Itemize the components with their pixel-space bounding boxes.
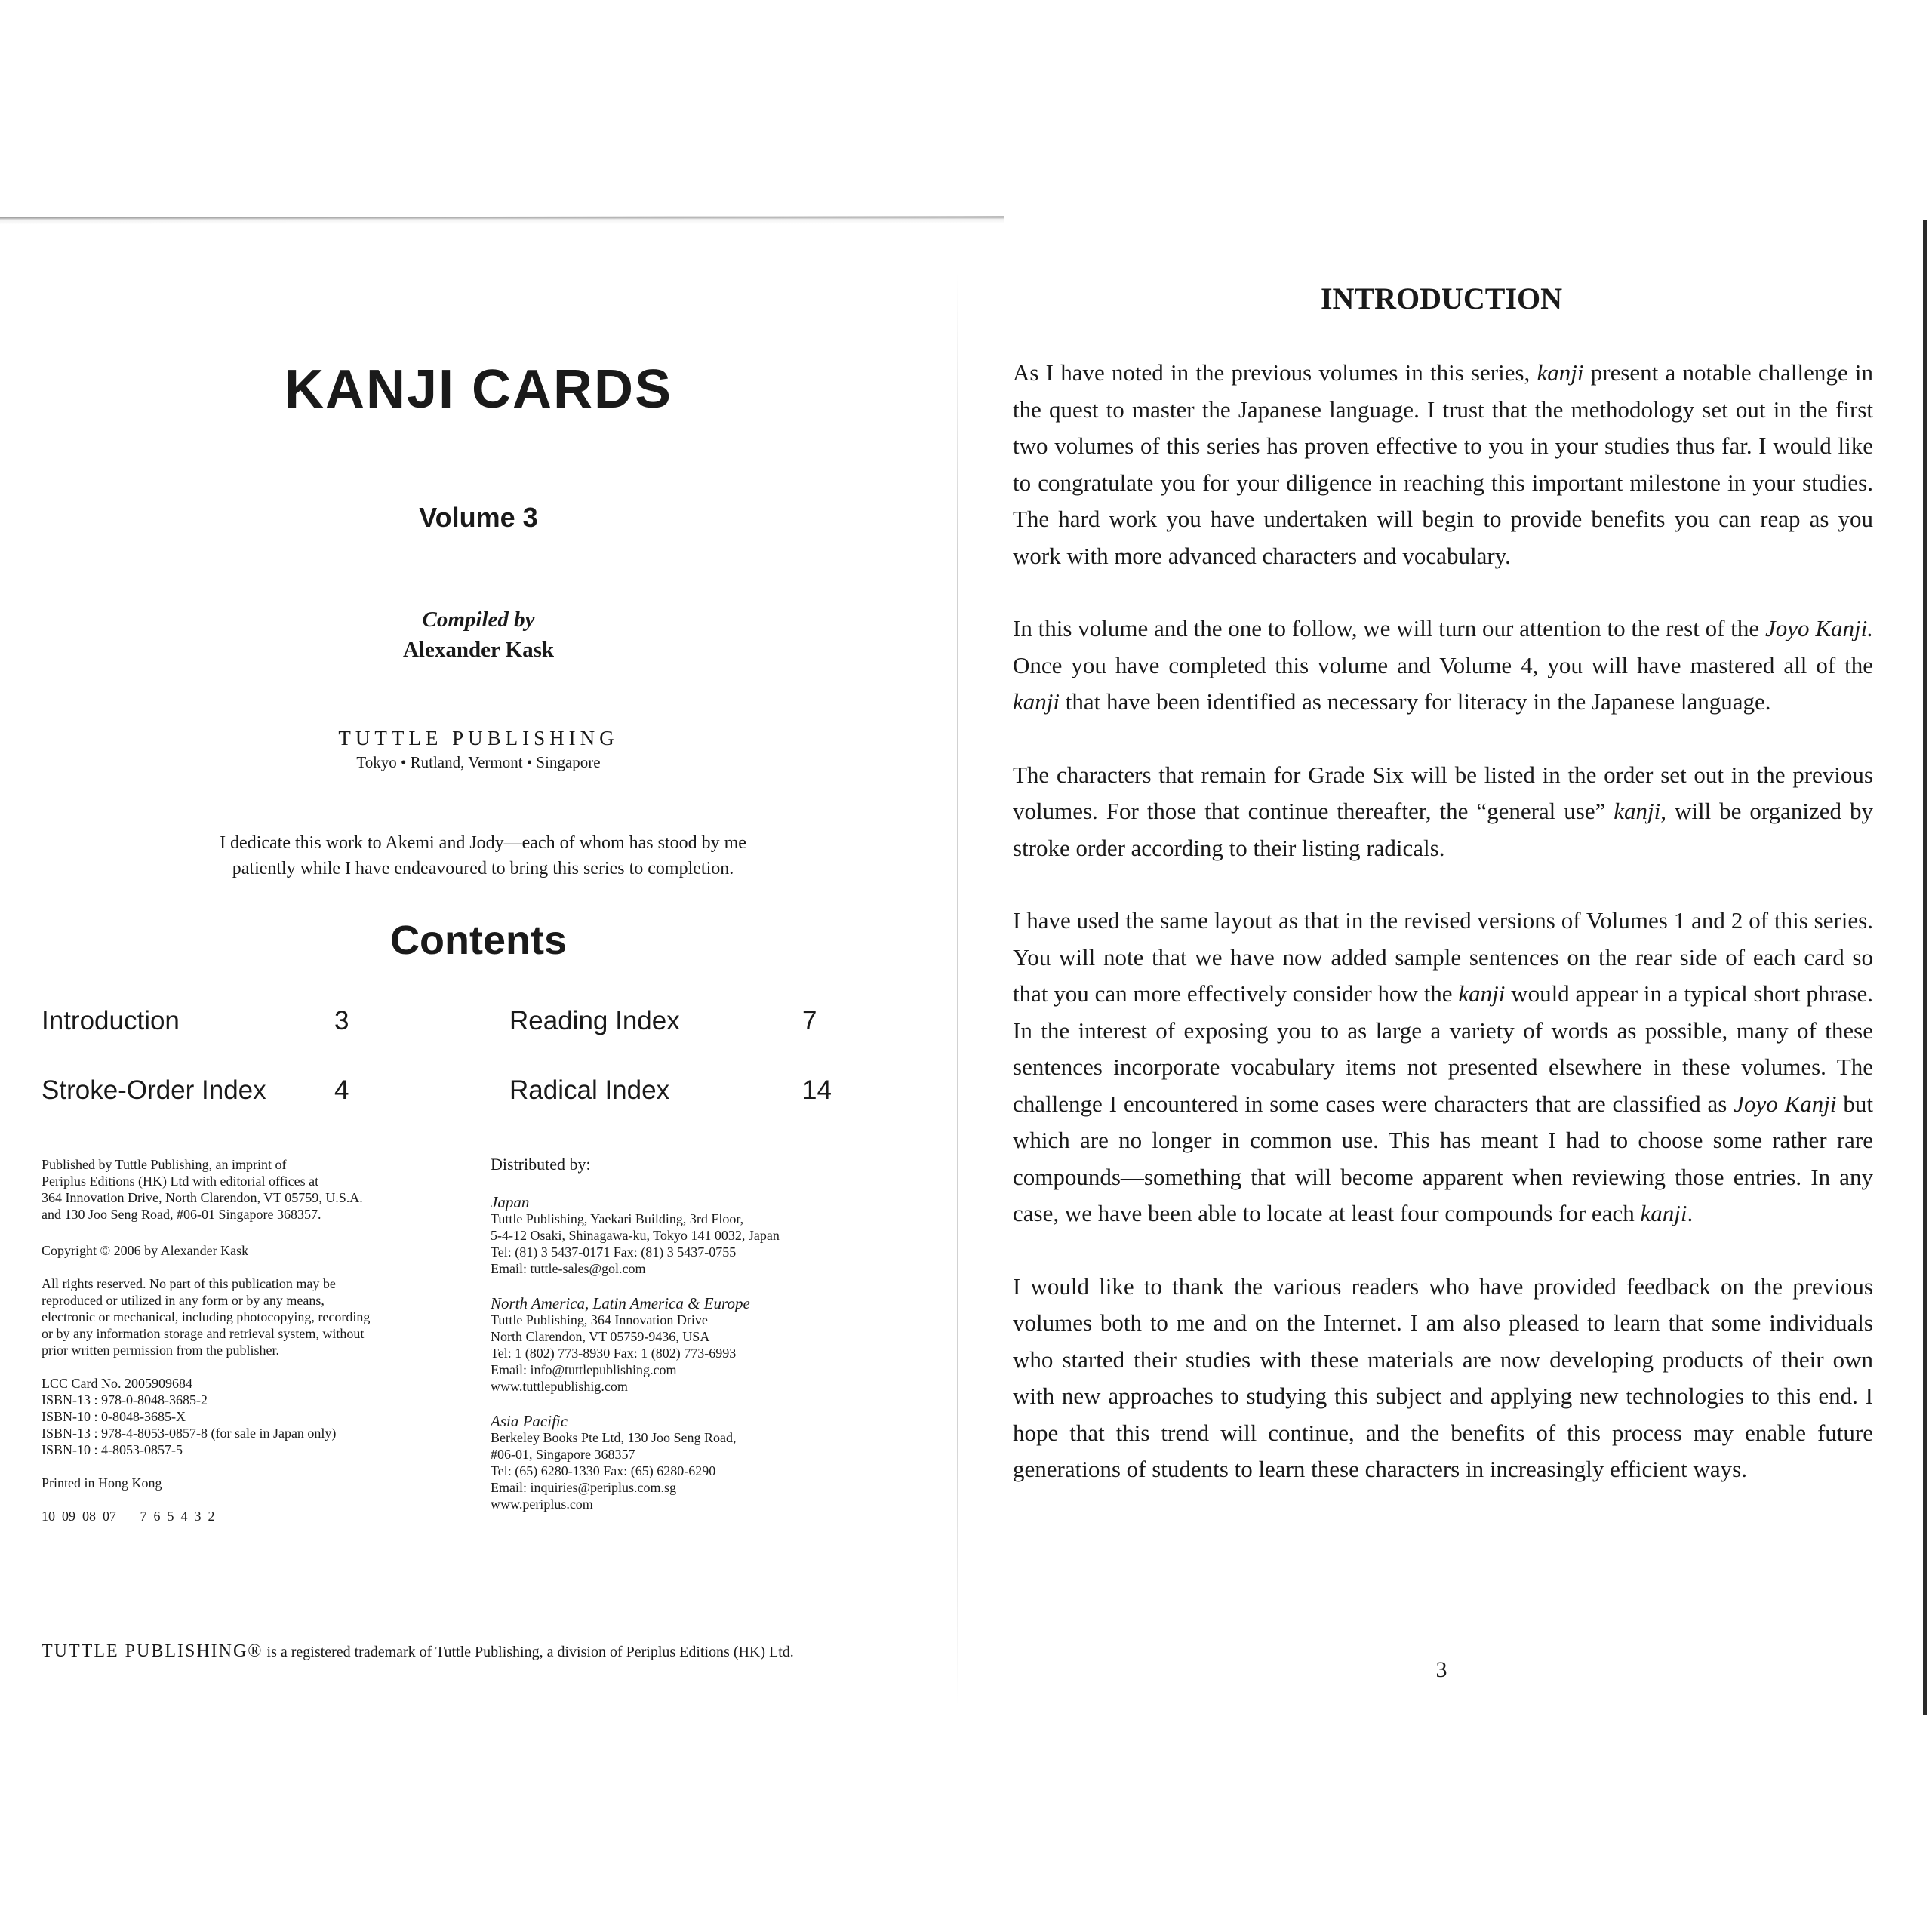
italic-term: kanji <box>1537 359 1584 386</box>
colophon-line: Periplus Editions (HK) Ltd with editorial offices at <box>42 1174 319 1189</box>
scan-edge-right <box>1923 220 1927 1715</box>
colophon-line: North Clarendon, VT 05759-9436, USA <box>491 1329 710 1344</box>
colophon-line: reproduced or utilized in any form or by any means, <box>42 1293 325 1308</box>
paragraph-text: but which are no longer in common use. This has meant I had to choose some rather rare compounds—something that will become apparent when reviewing those entries. In any case, we have been able to locate at least four compounds for each <box>1013 1090 1873 1226</box>
colophon-line: Email: inquiries@periplus.com.sg <box>491 1480 677 1495</box>
colophon-line: Published by Tuttle Publishing, an imprint of <box>42 1157 287 1172</box>
colophon-line: LCC Card No. 2005909684 <box>42 1376 192 1391</box>
italic-term: kanji <box>1458 980 1506 1007</box>
introduction-page <box>962 226 1921 1721</box>
colophon-line: and 130 Joo Seng Road, #06-01 Singapore 368357. <box>42 1207 321 1222</box>
trademark-name: TUTTLE PUBLISHING® <box>42 1641 263 1661</box>
distributor-asia-pacific <box>491 1413 943 1512</box>
italic-term: kanji <box>1013 688 1060 715</box>
introduction-paragraph <box>1013 757 1873 867</box>
trademark-notice <box>42 1641 794 1662</box>
colophon-line: Tel: (65) 6280-1330 Fax: (65) 6280-6290 <box>491 1463 716 1478</box>
book-title: KANJI CARDS <box>284 359 673 420</box>
publisher-name: TUTTLE PUBLISHING <box>338 727 619 749</box>
title-page <box>0 226 957 1721</box>
paragraph-text: . <box>1687 1200 1694 1226</box>
scan-edge-shadow <box>0 216 1004 224</box>
colophon-line: Tuttle Publishing, 364 Innovation Drive <box>491 1312 708 1327</box>
region-name: Asia Pacific <box>491 1412 568 1430</box>
colophon-line: Tel: 1 (802) 773-8930 Fax: 1 (802) 773-6993 <box>491 1346 737 1361</box>
paragraph-text: Once you have completed this volume and Volume 4, you will have mastered all of the <box>1013 651 1873 678</box>
introduction-paragraph <box>1013 355 1873 574</box>
introduction-paragraph <box>1013 1269 1873 1488</box>
page-number: 3 <box>1435 1657 1447 1682</box>
paragraph-text: As I have noted in the previous volumes in this series, <box>1013 359 1537 386</box>
colophon-line: ISBN-13 : 978-0-8048-3685-2 <box>42 1392 208 1407</box>
rights-notice <box>42 1275 464 1358</box>
colophon-line: ISBN-10 : 0-8048-3685-X <box>42 1409 186 1424</box>
publisher-cities: Tokyo • Rutland, Vermont • Singapore <box>356 753 601 771</box>
colophon-line: Tuttle Publishing, Yaekari Building, 3rd Floor, <box>491 1211 744 1226</box>
colophon-line: prior written permission from the publisher. <box>42 1343 279 1358</box>
distributor-japan <box>491 1194 943 1277</box>
colophon-line: www.periplus.com <box>491 1497 593 1512</box>
toc-radical-index[interactable]: Radical Index <box>509 1075 670 1105</box>
region-name: North America, Latin America & Europe <box>491 1294 750 1312</box>
toc-page-number: 14 <box>802 1075 832 1105</box>
print-line: 10 09 08 07 7 6 5 4 3 2 <box>42 1509 215 1524</box>
colophon-line: www.tuttlepublishig.com <box>491 1379 628 1394</box>
colophon-distribution <box>491 1156 943 1531</box>
paragraph-text: , will be organized by stroke order according to their listing radicals. <box>1013 798 1874 861</box>
paragraph-text: present a notable challenge in the quest to master the Japanese language. I trust that the methodology set out in the first two volumes of this series has proven effective to you in your studies thus far. I would like to congratulate you for your diligence in reaching this important milestone in your studies. The hard work you have undertaken will begin to provide benefits you can reap as you work with more advanced characters and vocabulary. <box>1013 359 1873 569</box>
contents-title: Contents <box>390 918 567 963</box>
colophon-line: or by any information storage and retrieval system, without <box>42 1326 365 1341</box>
toc-page-number: 4 <box>334 1075 349 1105</box>
colophon-line: ISBN-13 : 978-4-8053-0857-8 (for sale in Japan only) <box>42 1426 337 1441</box>
introduction-title: INTRODUCTION <box>1320 281 1563 315</box>
toc-page-number: 3 <box>334 1006 349 1035</box>
italic-term: Joyo Kanji. <box>1765 615 1873 641</box>
toc-reading-index[interactable]: Reading Index <box>509 1006 680 1035</box>
paragraph-text: In this volume and the one to follow, we will turn our attention to the rest of the <box>1013 615 1765 641</box>
region-name: Japan <box>491 1193 530 1211</box>
introduction-paragraph <box>1013 903 1873 1232</box>
colophon-line: 364 Innovation Drive, North Clarendon, VT 05759, U.S.A. <box>42 1190 363 1205</box>
dedication <box>113 830 853 881</box>
author-name: Alexander Kask <box>402 638 555 662</box>
distributed-by-heading: Distributed by: <box>491 1155 591 1174</box>
italic-term: kanji <box>1614 798 1661 824</box>
paragraph-text: would appear in a typical short phrase. In the interest of exposing you to as large a variety of words as possible, many of these sentences incorporate vocabulary items not presented elsewhere in these volumes. The challenge I encountered in some cases were characters that are classified as <box>1013 980 1873 1117</box>
colophon-line: Email: info@tuttlepublishing.com <box>491 1362 677 1377</box>
toc-introduction[interactable]: Introduction <box>42 1006 180 1035</box>
copyright-notice: Copyright © 2006 by Alexander Kask <box>42 1243 249 1258</box>
introduction-body <box>1013 355 1873 1524</box>
distributor-north-america <box>491 1295 943 1395</box>
toc-page-number: 7 <box>802 1006 817 1035</box>
colophon-line: All rights reserved. No part of this publication may be <box>42 1276 336 1291</box>
trademark-text: is a registered trademark of Tuttle Publishing, a division of Periplus Editions (HK) Ltd. <box>263 1644 794 1660</box>
paragraph-text: I have used the same layout as that in the revised versions of Volumes 1 and 2 of this series. You will note that we have now added sample sentences on the rear side of each card so that you can more effectively consider how the <box>1013 907 1873 1007</box>
colophon-line: Email: tuttle-sales@gol.com <box>491 1261 646 1276</box>
paragraph-text: I would like to thank the various readers who have provided feedback on the previous volumes both to me and on the Internet. I am also pleased to learn that some individuals who started their studies with these materials are now developing products of their own with new approaches to studying this subject and applying new technologies to this end. I hope that this trend will continue, and the benefits of this process may enable future generations of students to learn these characters in increasingly efficient ways. <box>1013 1272 1873 1482</box>
compiled-by-label: Compiled by <box>422 608 535 632</box>
colophon-line: Tel: (81) 3 5437-0171 Fax: (81) 3 5437-0755 <box>491 1244 737 1260</box>
colophon-line: Berkeley Books Pte Ltd, 130 Joo Seng Road, <box>491 1430 737 1445</box>
colophon-line: electronic or mechanical, including photocopying, recording <box>42 1309 371 1324</box>
introduction-paragraph <box>1013 611 1873 721</box>
colophon-line: #06-01, Singapore 368357 <box>491 1447 635 1462</box>
colophon-line: ISBN-10 : 4-8053-0857-5 <box>42 1442 183 1457</box>
paragraph-text: The characters that remain for Grade Six will be listed in the order set out in the previous volumes. For those that continue thereafter, the “general use” <box>1013 761 1873 824</box>
dedication-line: I dedicate this work to Akemi and Jody—each of whom has stood by me <box>220 833 746 853</box>
colophon-line: 5-4-12 Osaki, Shinagawa-ku, Tokyo 141 0032, Japan <box>491 1228 780 1243</box>
paragraph-text: that have been identified as necessary for literacy in the Japanese language. <box>1060 688 1771 715</box>
identifiers <box>42 1375 464 1458</box>
published-by <box>42 1156 464 1223</box>
colophon-publishing-info <box>42 1156 464 1535</box>
printed-in: Printed in Hong Kong <box>42 1475 162 1491</box>
italic-term: kanji <box>1640 1200 1687 1226</box>
toc-stroke-order-index[interactable]: Stroke-Order Index <box>42 1075 266 1105</box>
page-fold <box>957 272 958 1706</box>
italic-term: Joyo Kanji <box>1734 1090 1837 1117</box>
volume-label: Volume 3 <box>419 502 538 533</box>
dedication-line: patiently while I have endeavoured to bring this series to completion. <box>232 859 734 878</box>
